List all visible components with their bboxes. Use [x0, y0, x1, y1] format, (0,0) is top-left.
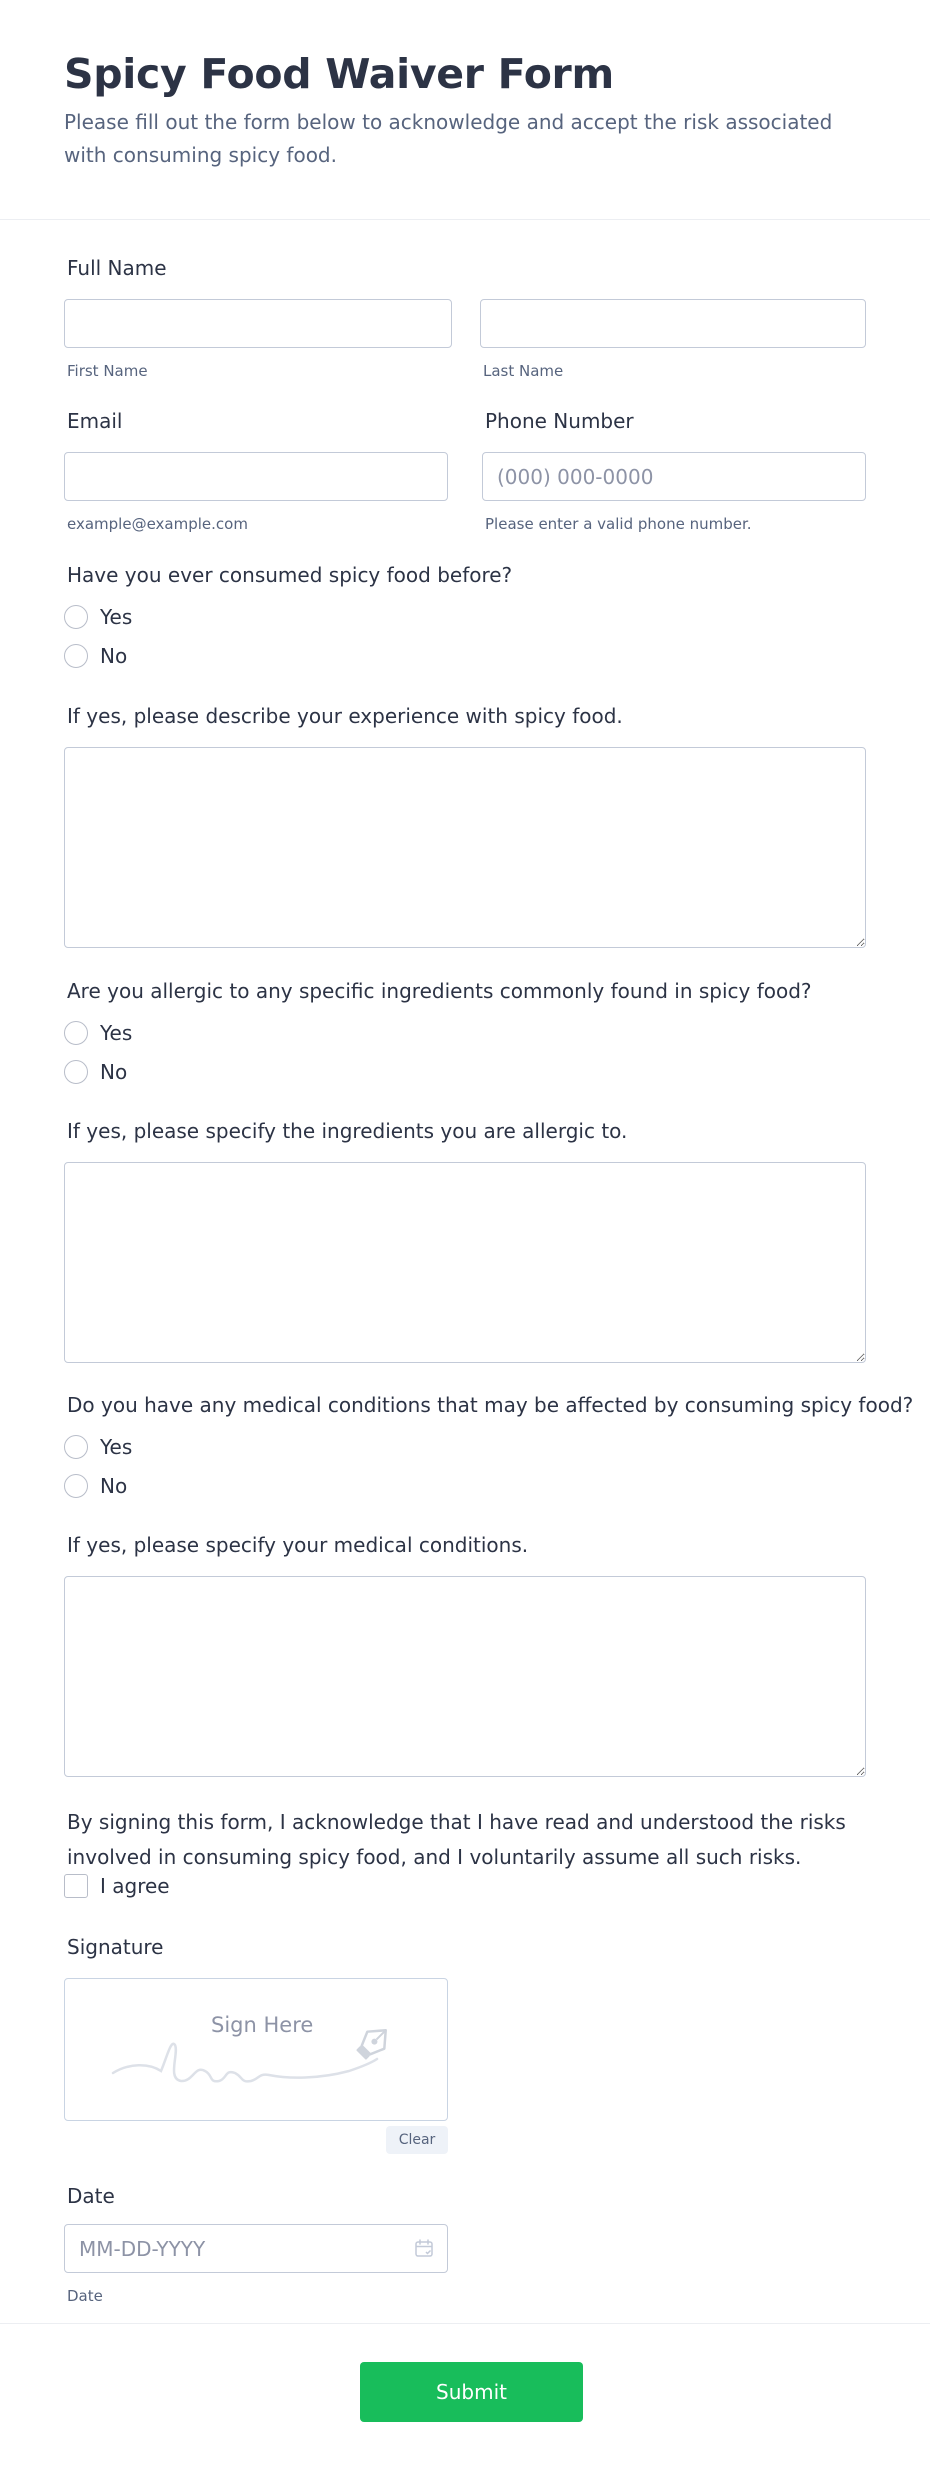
form-subtitle: Please fill out the form below to acknowledge and accept the risk associated with consuming spicy food.: [64, 110, 833, 167]
allergic-question-label: Are you allergic to any specific ingredients commonly found in spicy food?: [67, 979, 812, 1003]
first-name-input[interactable]: [64, 299, 452, 348]
email-sublabel: example@example.com: [67, 515, 248, 533]
clear-signature-button[interactable]: Clear: [386, 2126, 448, 2154]
medical-detail-label: If yes, please specify your medical conditions.: [67, 1533, 529, 1557]
medical-yes-option[interactable]: [64, 1435, 132, 1459]
allergic-no-label: No: [100, 1060, 128, 1084]
allergy-detail-textarea[interactable]: [64, 1162, 866, 1363]
sign-here-placeholder: Sign Here: [211, 2013, 314, 2037]
last-name-sublabel: Last Name: [483, 362, 564, 380]
allergic-yes-radio[interactable]: [64, 1021, 88, 1045]
consumed-yes-radio[interactable]: [64, 605, 88, 629]
consumed-no-label: No: [100, 644, 128, 668]
phone-input[interactable]: [482, 452, 866, 501]
first-name-sublabel: First Name: [67, 362, 148, 380]
medical-detail-textarea[interactable]: [64, 1576, 866, 1777]
email-input[interactable]: [64, 452, 448, 501]
date-input[interactable]: [64, 2224, 448, 2273]
consumed-question-label: Have you ever consumed spicy food before?: [67, 563, 513, 587]
allergy-detail-label: If yes, please specify the ingredients you are allergic to.: [67, 1119, 628, 1143]
medical-question-label: Do you have any medical conditions that may be affected by consuming spicy food?: [67, 1393, 914, 1417]
full-name-label: Full Name: [67, 256, 167, 280]
last-name-input[interactable]: [480, 299, 866, 348]
phone-sublabel: Please enter a valid phone number.: [485, 515, 752, 533]
signature-label: Signature: [67, 1935, 164, 1959]
allergic-no-radio[interactable]: [64, 1060, 88, 1084]
date-label: Date: [67, 2184, 115, 2208]
consumed-no-radio[interactable]: [64, 644, 88, 668]
agree-label: I agree: [100, 1874, 170, 1898]
email-label: Email: [67, 409, 123, 433]
form-header: [0, 0, 930, 220]
medical-yes-label: Yes: [100, 1435, 133, 1459]
agree-checkbox[interactable]: [64, 1874, 88, 1898]
signature-pad[interactable]: [64, 1978, 448, 2121]
medical-yes-radio[interactable]: [64, 1435, 88, 1459]
consumed-yes-label: Yes: [100, 605, 133, 629]
phone-label: Phone Number: [485, 409, 634, 433]
medical-no-option[interactable]: [64, 1474, 127, 1498]
date-sublabel: Date: [67, 2287, 103, 2305]
calendar-icon[interactable]: [414, 2238, 434, 2258]
allergic-yes-option[interactable]: [64, 1021, 132, 1045]
consumed-yes-option[interactable]: [64, 605, 132, 629]
pen-nib-icon: [351, 2021, 395, 2065]
experience-textarea[interactable]: [64, 747, 866, 948]
agreement-text: By signing this form, I acknowledge that I have read and understood the risks involved in consuming spicy food, and I voluntarily assume all such risks.: [67, 1810, 846, 1869]
experience-label: If yes, please describe your experience with spicy food.: [67, 704, 623, 728]
consumed-no-option[interactable]: [64, 644, 127, 668]
allergic-no-option[interactable]: [64, 1060, 127, 1084]
submit-button[interactable]: Submit: [360, 2362, 583, 2422]
medical-no-label: No: [100, 1474, 128, 1498]
form-footer: [0, 2323, 930, 2467]
agree-option[interactable]: [64, 1874, 170, 1898]
medical-no-radio[interactable]: [64, 1474, 88, 1498]
form-title: Spicy Food Waiver Form: [64, 50, 614, 98]
allergic-yes-label: Yes: [100, 1021, 133, 1045]
